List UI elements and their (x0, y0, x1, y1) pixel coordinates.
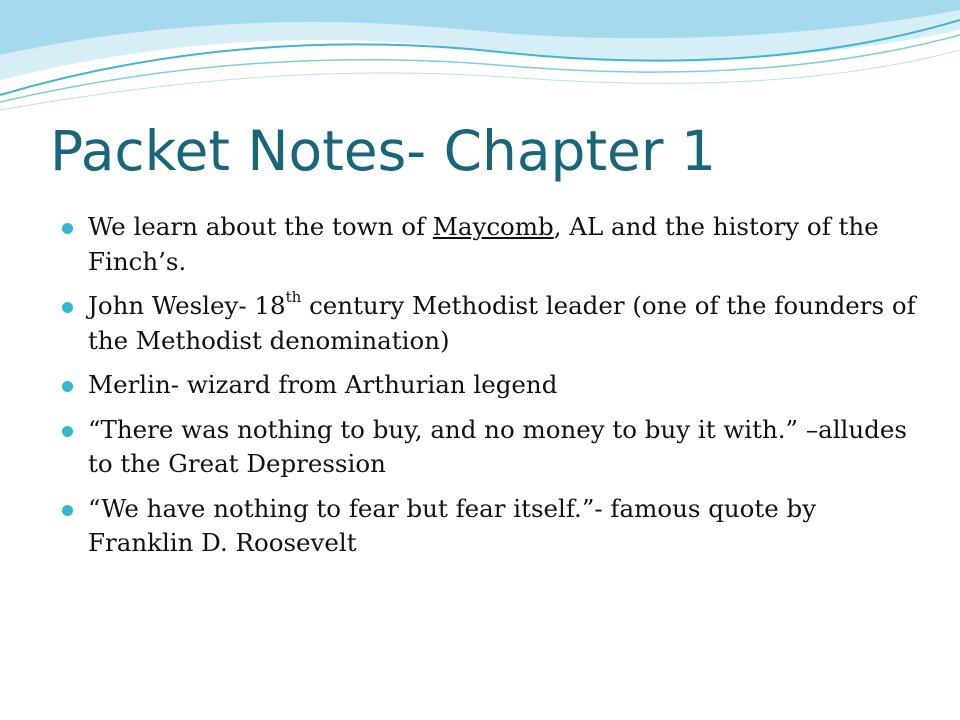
bullet-dot-icon (62, 302, 73, 313)
bullet-item (62, 289, 922, 358)
header-wave-decoration (0, 0, 960, 120)
superscript: th (285, 287, 302, 306)
bullet-dot-icon (62, 426, 73, 437)
bullet-dot-icon (62, 505, 73, 516)
bullet-text: “There was nothing to buy, and no money to buy it with.” –alludes to the Great Depression (88, 414, 907, 478)
bullet-text: , AL and the history of the Finch’s. (88, 212, 879, 276)
bullet-text: We learn about the town of (88, 212, 433, 241)
bullet-dot-icon (62, 223, 73, 234)
bullet-item (62, 492, 922, 561)
bullet-item (62, 210, 922, 279)
bullet-item (62, 413, 922, 482)
bullet-dot-icon (62, 381, 73, 392)
bullet-list (62, 210, 922, 571)
bullet-text: century Methodist leader (one of the founders of the Methodist denomination) (88, 291, 916, 355)
slide-title: Packet Notes- Chapter 1 (50, 119, 716, 183)
underlined-term: Maycomb (432, 212, 554, 241)
bullet-item (62, 368, 922, 403)
bullet-text: “We have nothing to fear but fear itself.”- famous quote by Franklin D. Roosevelt (88, 493, 817, 557)
bullet-text: Merlin- wizard from Arthurian legend (88, 370, 558, 399)
bullet-text: John Wesley- 18 (88, 291, 286, 320)
